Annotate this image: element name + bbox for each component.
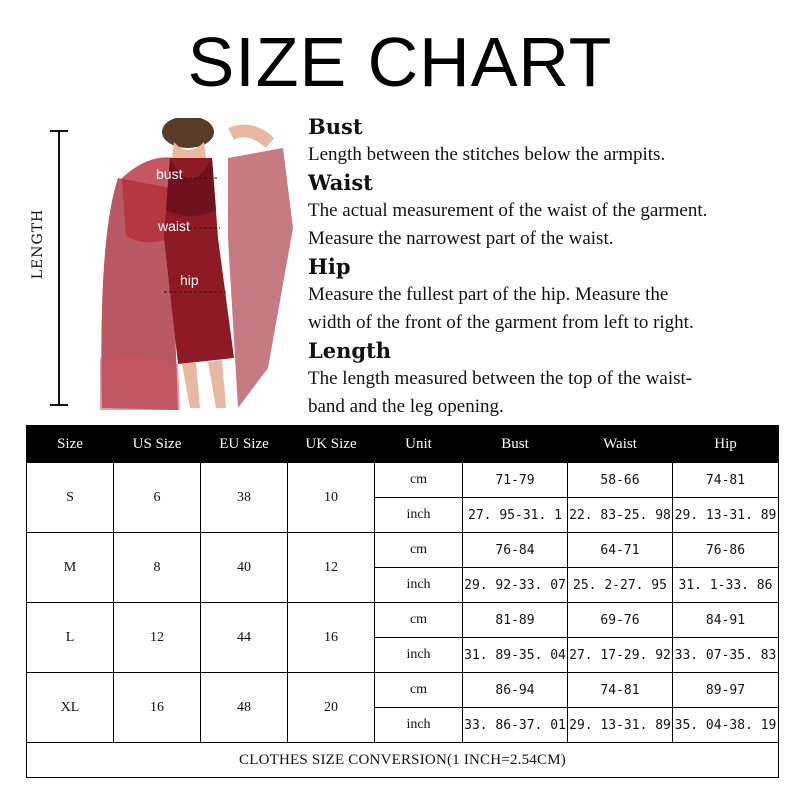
bust-label: bust — [156, 166, 183, 182]
bust-cell: 33. 86-37. 01 — [463, 708, 568, 743]
header-uk-size: UK Size — [288, 426, 375, 463]
size-cell: L — [27, 603, 114, 673]
uk-size-cell: 12 — [288, 533, 375, 603]
waist-cell: 69-76 — [568, 603, 673, 638]
garment-illustration — [78, 118, 300, 416]
page-title: SIZE CHART — [187, 23, 613, 101]
size-table — [26, 425, 779, 778]
bust-cell: 31. 89-35. 04 — [463, 638, 568, 673]
size-cell: XL — [27, 673, 114, 743]
waist-cell: 25. 2-27. 95 — [568, 568, 673, 603]
waist-cell: 29. 13-31. 89 — [568, 708, 673, 743]
unit-cell: inch — [375, 708, 463, 743]
header-waist: Waist — [568, 426, 673, 463]
header-us-size: US Size — [114, 426, 201, 463]
length-label: LENGTH — [30, 204, 46, 284]
unit-cell: cm — [375, 603, 463, 638]
hip-cell: 76-86 — [673, 533, 779, 568]
measurement-descriptions — [308, 113, 788, 421]
unit-cell: inch — [375, 638, 463, 673]
hip-cell: 74-81 — [673, 463, 779, 498]
unit-cell: inch — [375, 498, 463, 533]
header-size: Size — [27, 426, 114, 463]
bust-cell: 76-84 — [463, 533, 568, 568]
size-cell: M — [27, 533, 114, 603]
waist-cell: 74-81 — [568, 673, 673, 708]
table-row — [27, 463, 779, 498]
hip-cell: 31. 1-33. 86 — [673, 568, 779, 603]
bust-cell: 86-94 — [463, 673, 568, 708]
length-description-line-1: The length measured between the top of the waist- — [308, 368, 693, 389]
eu-size-cell: 38 — [201, 463, 288, 533]
hip-cell: 89-97 — [673, 673, 779, 708]
waist-cell: 64-71 — [568, 533, 673, 568]
uk-size-cell: 10 — [288, 463, 375, 533]
length-arrow-bottom — [50, 404, 68, 406]
us-size-cell: 8 — [114, 533, 201, 603]
length-arrow — [58, 130, 60, 406]
us-size-cell: 16 — [114, 673, 201, 743]
hip-cell: 33. 07-35. 83 — [673, 638, 779, 673]
header-bust: Bust — [463, 426, 568, 463]
table-row — [27, 673, 779, 708]
waist-description-line-1: The actual measurement of the waist of the garment. — [308, 200, 708, 221]
size-cell: S — [27, 463, 114, 533]
bust-cell: 81-89 — [463, 603, 568, 638]
unit-cell: inch — [375, 568, 463, 603]
hip-description-line-1: Measure the fullest part of the hip. Measure the — [308, 284, 669, 305]
hip-cell: 84-91 — [673, 603, 779, 638]
hip-heading: Hip — [308, 254, 351, 279]
bust-description: Length between the stitches below the armpits. — [308, 144, 666, 165]
waist-description-line-2: Measure the narrowest part of the waist. — [308, 228, 614, 249]
bust-cell: 71-79 — [463, 463, 568, 498]
hip-cell: 35. 04-38. 19 — [673, 708, 779, 743]
eu-size-cell: 40 — [201, 533, 288, 603]
waist-cell: 27. 17-29. 92 — [568, 638, 673, 673]
hip-description-line-2: width of the front of the garment from left to right. — [308, 312, 694, 333]
header-unit: Unit — [375, 426, 463, 463]
hip-cell: 29. 13-31. 89 — [673, 498, 779, 533]
unit-cell: cm — [375, 673, 463, 708]
eu-size-cell: 44 — [201, 603, 288, 673]
hip-label: hip — [180, 272, 199, 288]
bust-cell: 27. 95-31. 1 — [463, 498, 568, 533]
table-row — [27, 533, 779, 568]
bust-cell: 29. 92-33. 07 — [463, 568, 568, 603]
uk-size-cell: 16 — [288, 603, 375, 673]
garment-figure — [20, 118, 300, 416]
conversion-note: CLOTHES SIZE CONVERSION(1 INCH=2.54CM) — [27, 743, 779, 778]
waist-cell: 58-66 — [568, 463, 673, 498]
us-size-cell: 6 — [114, 463, 201, 533]
header-eu-size: EU Size — [201, 426, 288, 463]
table-header-row — [27, 426, 779, 463]
eu-size-cell: 48 — [201, 673, 288, 743]
uk-size-cell: 20 — [288, 673, 375, 743]
bust-heading: Bust — [308, 114, 363, 139]
length-description-line-2: band and the leg opening. — [308, 396, 504, 417]
table-footer-row — [27, 743, 779, 778]
unit-cell: cm — [375, 533, 463, 568]
waist-cell: 22. 83-25. 98 — [568, 498, 673, 533]
table-row — [27, 603, 779, 638]
waist-heading: Waist — [308, 170, 373, 195]
length-heading: Length — [308, 338, 392, 363]
unit-cell: cm — [375, 463, 463, 498]
waist-label: waist — [158, 218, 190, 234]
us-size-cell: 12 — [114, 603, 201, 673]
header-hip: Hip — [673, 426, 779, 463]
